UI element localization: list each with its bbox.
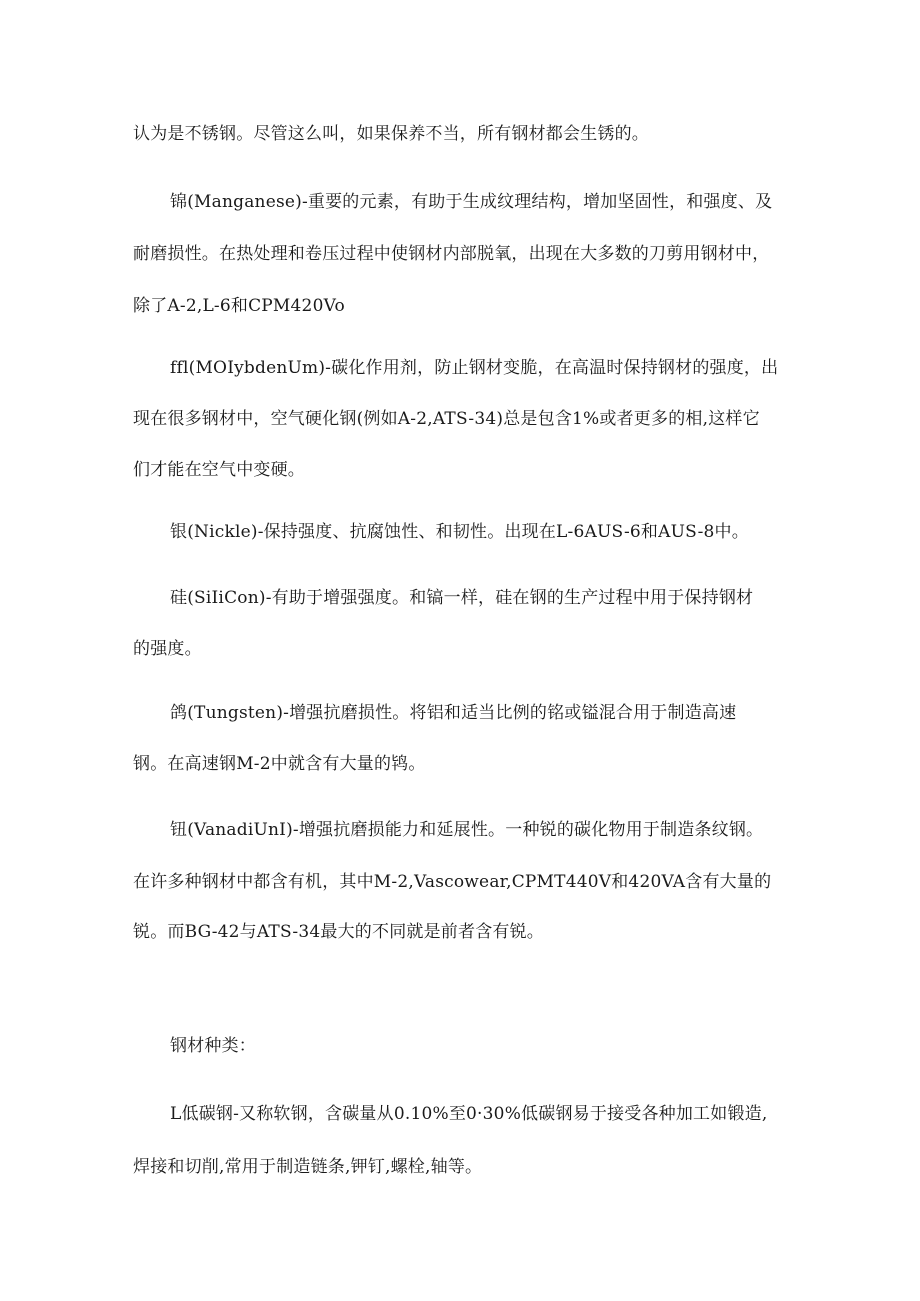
- text-line: 在许多种钢材中都含有机，其中M-2,Vascowear,CPMT440V和420VA含有大量的: [133, 872, 772, 892]
- text-line: 认为是不锈钢。尽管这么叫，如果保养不当，所有钢材都会生锈的。: [133, 124, 649, 144]
- text-line: 钢。在高速钢M-2中就含有大量的鸨。: [133, 754, 426, 774]
- text-line: 鸽(Tungsten)-增强抗磨损性。将铝和适当比例的铭或镒混合用于制造高速: [170, 703, 737, 723]
- section-heading: 钢材种类：: [170, 1036, 256, 1056]
- text-line: L低碳钢-又称软钢，含碳量从0.10%至0·30%低碳钢易于接受各种加工如锻造,: [170, 1104, 768, 1124]
- text-line: 硅(SiIiCon)-有助于增强强度。和镐一样，硅在钢的生产过程中用于保持钢材: [170, 588, 754, 608]
- text-line: 锦(Manganese)-重要的元素，有助于生成纹理结构，增加坚固性，和强度、及: [170, 192, 773, 212]
- text-line: ffl(MOIybdenUm)-碳化作用剂，防止钢材变脆，在高温时保持钢材的强度，出: [170, 358, 779, 378]
- text-line: 焊接和切削,常用于制造链条,钾钉,螺栓,轴等。: [133, 1157, 483, 1177]
- text-line: 的强度。: [133, 639, 202, 659]
- text-line: 们才能在空气中变硬。: [133, 460, 305, 480]
- text-line: 耐磨损性。在热处理和卷压过程中使钢材内部脱氧，出现在大多数的刀剪用钢材中，: [133, 244, 770, 264]
- text-line: 银(Nickle)-保持强度、抗腐蚀性、和韧性。出现在L-6AUS-6和AUS-8中。: [170, 522, 749, 542]
- text-line: 钮(VanadiUnI)-增强抗磨损能力和延展性。一种锐的碳化物用于制造条纹钢。: [170, 820, 764, 840]
- text-line: 现在很多钢材中，空气硬化钢(例如A-2,ATS-34)总是包含1%或者更多的相,这样它: [133, 409, 760, 429]
- text-line: 锐。而BG-42与ATS-34最大的不同就是前者含有锐。: [133, 922, 545, 942]
- text-line: 除了A-2,L-6和CPM420Vo: [133, 296, 345, 316]
